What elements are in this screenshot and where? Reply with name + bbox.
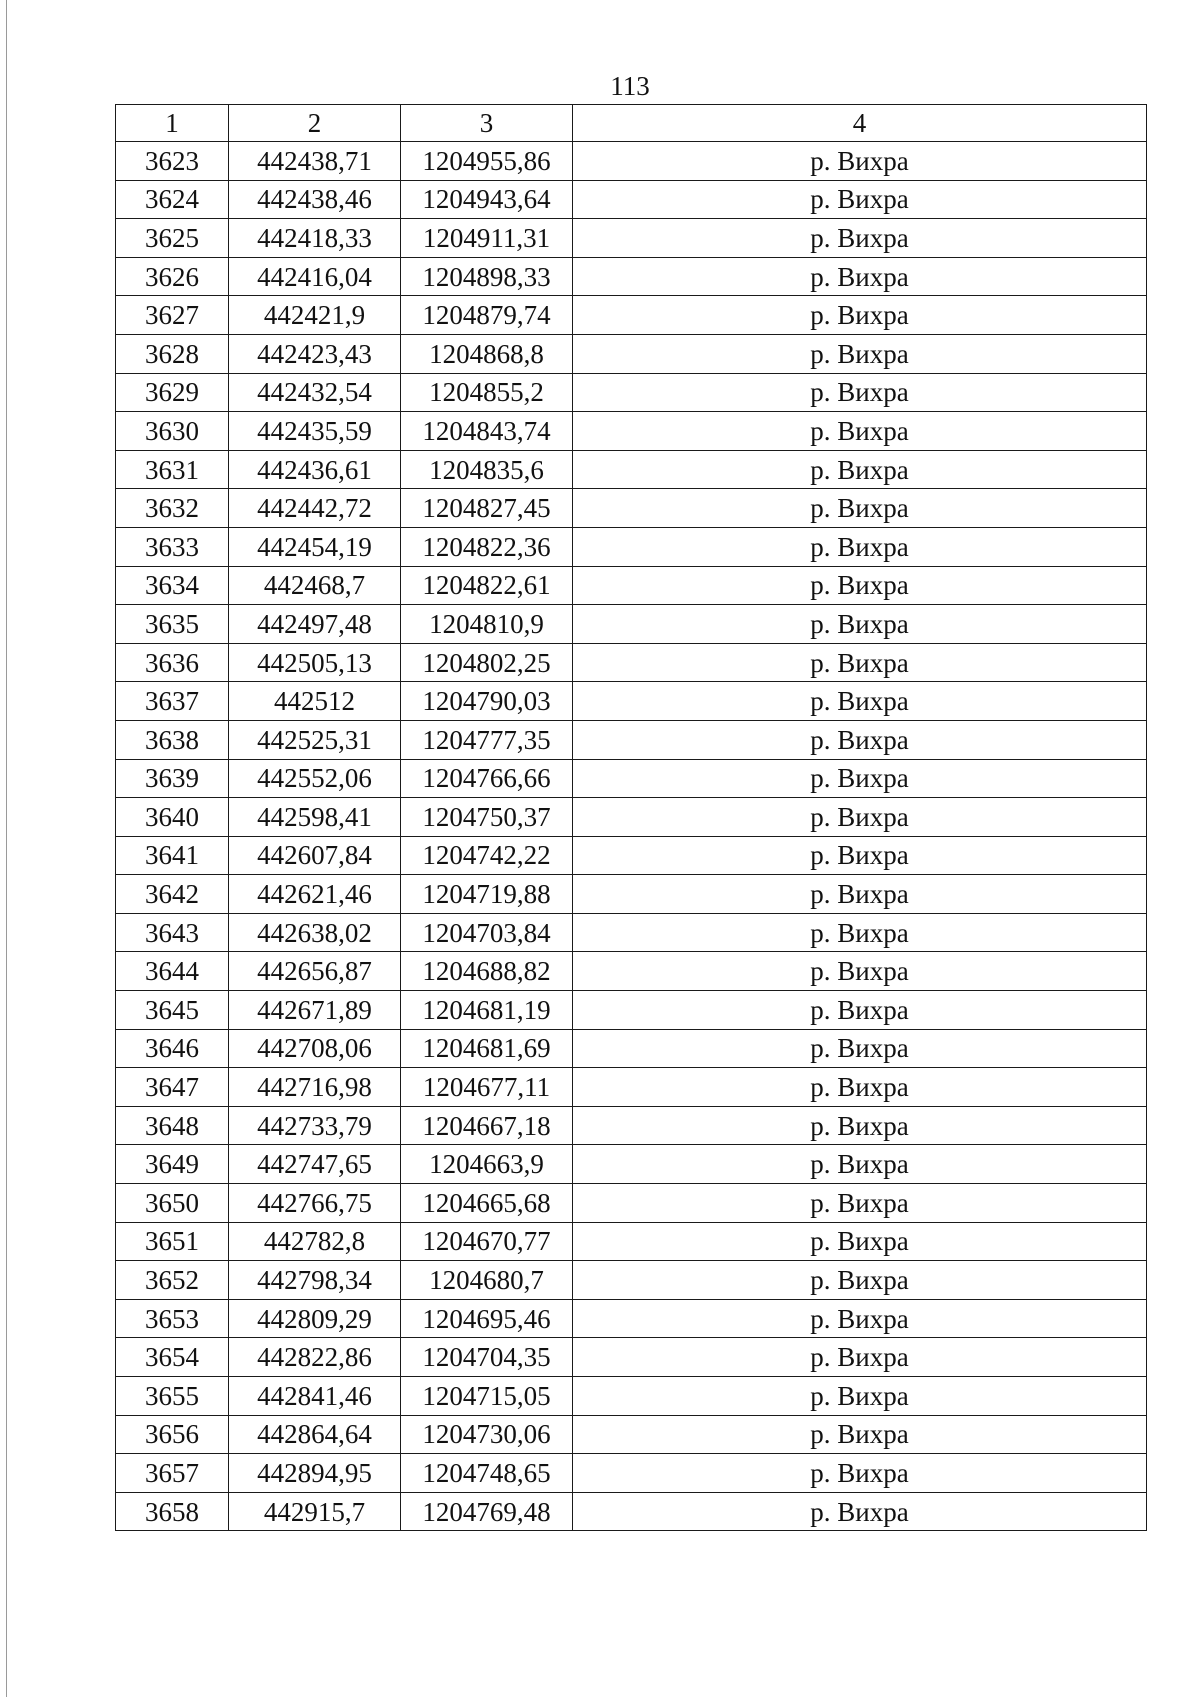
point-number-cell: 3649	[116, 1145, 229, 1184]
y-coordinate-cell: 1204730,06	[401, 1415, 573, 1454]
point-number-cell: 3628	[116, 334, 229, 373]
header-row	[116, 105, 1147, 142]
point-number-cell: 3626	[116, 257, 229, 296]
y-coordinate-cell: 1204810,9	[401, 605, 573, 644]
description-cell: р. Вихра	[573, 759, 1147, 798]
table-row	[116, 875, 1147, 914]
table-row	[116, 334, 1147, 373]
y-coordinate-cell: 1204670,77	[401, 1222, 573, 1261]
point-number-cell: 3657	[116, 1454, 229, 1493]
x-coordinate-cell: 442505,13	[229, 643, 401, 682]
description-cell: р. Вихра	[573, 991, 1147, 1030]
y-coordinate-cell: 1204777,35	[401, 720, 573, 759]
x-coordinate-cell: 442552,06	[229, 759, 401, 798]
description-cell: р. Вихра	[573, 450, 1147, 489]
y-coordinate-cell: 1204680,7	[401, 1261, 573, 1300]
table-row	[116, 1338, 1147, 1377]
x-coordinate-cell: 442416,04	[229, 257, 401, 296]
table-row	[116, 1184, 1147, 1223]
description-cell: р. Вихра	[573, 1377, 1147, 1416]
description-cell: р. Вихра	[573, 1454, 1147, 1493]
point-number-cell: 3635	[116, 605, 229, 644]
table-row	[116, 1145, 1147, 1184]
y-coordinate-cell: 1204769,48	[401, 1492, 573, 1531]
table-row	[116, 759, 1147, 798]
description-cell: р. Вихра	[573, 913, 1147, 952]
table-row	[116, 1415, 1147, 1454]
table-row	[116, 450, 1147, 489]
y-coordinate-cell: 1204748,65	[401, 1454, 573, 1493]
table-row	[116, 991, 1147, 1030]
table-row	[116, 1377, 1147, 1416]
table-row	[116, 682, 1147, 721]
point-number-cell: 3641	[116, 836, 229, 875]
x-coordinate-cell: 442841,46	[229, 1377, 401, 1416]
table-row	[116, 798, 1147, 837]
description-cell: р. Вихра	[573, 412, 1147, 451]
description-cell: р. Вихра	[573, 527, 1147, 566]
y-coordinate-cell: 1204911,31	[401, 219, 573, 258]
y-coordinate-cell: 1204715,05	[401, 1377, 573, 1416]
x-coordinate-cell: 442421,9	[229, 296, 401, 335]
point-number-cell: 3623	[116, 142, 229, 181]
description-cell: р. Вихра	[573, 1106, 1147, 1145]
description-cell: р. Вихра	[573, 1222, 1147, 1261]
table-row	[116, 296, 1147, 335]
x-coordinate-cell: 442733,79	[229, 1106, 401, 1145]
description-cell: р. Вихра	[573, 1338, 1147, 1377]
page-number: 113	[610, 71, 650, 101]
point-number-cell: 3644	[116, 952, 229, 991]
point-number-cell: 3651	[116, 1222, 229, 1261]
y-coordinate-cell: 1204742,22	[401, 836, 573, 875]
description-cell: р. Вихра	[573, 643, 1147, 682]
point-number-cell: 3638	[116, 720, 229, 759]
x-coordinate-cell: 442864,64	[229, 1415, 401, 1454]
point-number-cell: 3645	[116, 991, 229, 1030]
description-cell: р. Вихра	[573, 720, 1147, 759]
x-coordinate-cell: 442438,46	[229, 180, 401, 219]
y-coordinate-cell: 1204943,64	[401, 180, 573, 219]
point-number-cell: 3625	[116, 219, 229, 258]
point-number-cell: 3654	[116, 1338, 229, 1377]
y-coordinate-cell: 1204667,18	[401, 1106, 573, 1145]
x-coordinate-cell: 442436,61	[229, 450, 401, 489]
description-cell: р. Вихра	[573, 798, 1147, 837]
point-number-cell: 3642	[116, 875, 229, 914]
description-cell: р. Вихра	[573, 257, 1147, 296]
description-cell: р. Вихра	[573, 180, 1147, 219]
x-coordinate-cell: 442894,95	[229, 1454, 401, 1493]
point-number-cell: 3650	[116, 1184, 229, 1223]
column-header-4: 4	[573, 105, 1147, 142]
table-row	[116, 1106, 1147, 1145]
y-coordinate-cell: 1204677,11	[401, 1068, 573, 1107]
description-cell: р. Вихра	[573, 373, 1147, 412]
point-number-cell: 3643	[116, 913, 229, 952]
x-coordinate-cell: 442656,87	[229, 952, 401, 991]
table-row	[116, 566, 1147, 605]
x-coordinate-cell: 442671,89	[229, 991, 401, 1030]
table-row	[116, 219, 1147, 258]
description-cell: р. Вихра	[573, 1492, 1147, 1531]
y-coordinate-cell: 1204695,46	[401, 1299, 573, 1338]
table-row	[116, 489, 1147, 528]
y-coordinate-cell: 1204855,2	[401, 373, 573, 412]
point-number-cell: 3631	[116, 450, 229, 489]
point-number-cell: 3637	[116, 682, 229, 721]
y-coordinate-cell: 1204719,88	[401, 875, 573, 914]
x-coordinate-cell: 442607,84	[229, 836, 401, 875]
y-coordinate-cell: 1204879,74	[401, 296, 573, 335]
table-row	[116, 527, 1147, 566]
column-header-1: 1	[116, 105, 229, 142]
description-cell: р. Вихра	[573, 566, 1147, 605]
y-coordinate-cell: 1204681,19	[401, 991, 573, 1030]
x-coordinate-cell: 442423,43	[229, 334, 401, 373]
y-coordinate-cell: 1204898,33	[401, 257, 573, 296]
description-cell: р. Вихра	[573, 296, 1147, 335]
x-coordinate-cell: 442438,71	[229, 142, 401, 181]
point-number-cell: 3648	[116, 1106, 229, 1145]
description-cell: р. Вихра	[573, 1415, 1147, 1454]
point-number-cell: 3633	[116, 527, 229, 566]
y-coordinate-cell: 1204827,45	[401, 489, 573, 528]
point-number-cell: 3634	[116, 566, 229, 605]
table-row	[116, 1261, 1147, 1300]
point-number-cell: 3624	[116, 180, 229, 219]
x-coordinate-cell: 442512	[229, 682, 401, 721]
description-cell: р. Вихра	[573, 836, 1147, 875]
description-cell: р. Вихра	[573, 1184, 1147, 1223]
x-coordinate-cell: 442454,19	[229, 527, 401, 566]
x-coordinate-cell: 442418,33	[229, 219, 401, 258]
point-number-cell: 3653	[116, 1299, 229, 1338]
point-number-cell: 3656	[116, 1415, 229, 1454]
y-coordinate-cell: 1204802,25	[401, 643, 573, 682]
point-number-cell: 3652	[116, 1261, 229, 1300]
x-coordinate-cell: 442598,41	[229, 798, 401, 837]
table-row	[116, 142, 1147, 181]
y-coordinate-cell: 1204704,35	[401, 1338, 573, 1377]
point-number-cell: 3630	[116, 412, 229, 451]
x-coordinate-cell: 442708,06	[229, 1029, 401, 1068]
table-row	[116, 952, 1147, 991]
table-row	[116, 1029, 1147, 1068]
point-number-cell: 3647	[116, 1068, 229, 1107]
point-number-cell: 3655	[116, 1377, 229, 1416]
table-row	[116, 836, 1147, 875]
x-coordinate-cell: 442766,75	[229, 1184, 401, 1223]
x-coordinate-cell: 442638,02	[229, 913, 401, 952]
description-cell: р. Вихра	[573, 1145, 1147, 1184]
page-edge-line	[6, 0, 7, 1697]
point-number-cell: 3629	[116, 373, 229, 412]
table-body	[116, 142, 1147, 1531]
x-coordinate-cell: 442435,59	[229, 412, 401, 451]
description-cell: р. Вихра	[573, 489, 1147, 528]
y-coordinate-cell: 1204681,69	[401, 1029, 573, 1068]
y-coordinate-cell: 1204835,6	[401, 450, 573, 489]
x-coordinate-cell: 442798,34	[229, 1261, 401, 1300]
table-row	[116, 720, 1147, 759]
table-row	[116, 1299, 1147, 1338]
y-coordinate-cell: 1204703,84	[401, 913, 573, 952]
description-cell: р. Вихра	[573, 875, 1147, 914]
table-row	[116, 373, 1147, 412]
description-cell: р. Вихра	[573, 1299, 1147, 1338]
table-row	[116, 643, 1147, 682]
description-cell: р. Вихра	[573, 1068, 1147, 1107]
x-coordinate-cell: 442525,31	[229, 720, 401, 759]
y-coordinate-cell: 1204822,36	[401, 527, 573, 566]
table-row	[116, 257, 1147, 296]
description-cell: р. Вихра	[573, 219, 1147, 258]
point-number-cell: 3658	[116, 1492, 229, 1531]
y-coordinate-cell: 1204868,8	[401, 334, 573, 373]
x-coordinate-cell: 442782,8	[229, 1222, 401, 1261]
table-row	[116, 1068, 1147, 1107]
x-coordinate-cell: 442468,7	[229, 566, 401, 605]
point-number-cell: 3646	[116, 1029, 229, 1068]
table-row	[116, 412, 1147, 451]
point-number-cell: 3639	[116, 759, 229, 798]
point-number-cell: 3627	[116, 296, 229, 335]
y-coordinate-cell: 1204955,86	[401, 142, 573, 181]
description-cell: р. Вихра	[573, 952, 1147, 991]
y-coordinate-cell: 1204843,74	[401, 412, 573, 451]
y-coordinate-cell: 1204665,68	[401, 1184, 573, 1223]
y-coordinate-cell: 1204750,37	[401, 798, 573, 837]
x-coordinate-cell: 442915,7	[229, 1492, 401, 1531]
y-coordinate-cell: 1204766,66	[401, 759, 573, 798]
point-number-cell: 3632	[116, 489, 229, 528]
table-row	[116, 913, 1147, 952]
description-cell: р. Вихра	[573, 605, 1147, 644]
table-row	[116, 1454, 1147, 1493]
description-cell: р. Вихра	[573, 1261, 1147, 1300]
column-header-2: 2	[229, 105, 401, 142]
description-cell: р. Вихра	[573, 1029, 1147, 1068]
x-coordinate-cell: 442497,48	[229, 605, 401, 644]
table-row	[116, 605, 1147, 644]
x-coordinate-cell: 442822,86	[229, 1338, 401, 1377]
table-row	[116, 1222, 1147, 1261]
x-coordinate-cell: 442809,29	[229, 1299, 401, 1338]
table-row	[116, 180, 1147, 219]
y-coordinate-cell: 1204688,82	[401, 952, 573, 991]
x-coordinate-cell: 442432,54	[229, 373, 401, 412]
column-header-3: 3	[401, 105, 573, 142]
description-cell: р. Вихра	[573, 334, 1147, 373]
point-number-cell: 3640	[116, 798, 229, 837]
coordinates-table	[115, 104, 1147, 1531]
x-coordinate-cell: 442621,46	[229, 875, 401, 914]
x-coordinate-cell: 442442,72	[229, 489, 401, 528]
description-cell: р. Вихра	[573, 682, 1147, 721]
description-cell: р. Вихра	[573, 142, 1147, 181]
point-number-cell: 3636	[116, 643, 229, 682]
x-coordinate-cell: 442747,65	[229, 1145, 401, 1184]
table-row	[116, 1492, 1147, 1531]
y-coordinate-cell: 1204822,61	[401, 566, 573, 605]
y-coordinate-cell: 1204663,9	[401, 1145, 573, 1184]
x-coordinate-cell: 442716,98	[229, 1068, 401, 1107]
y-coordinate-cell: 1204790,03	[401, 682, 573, 721]
